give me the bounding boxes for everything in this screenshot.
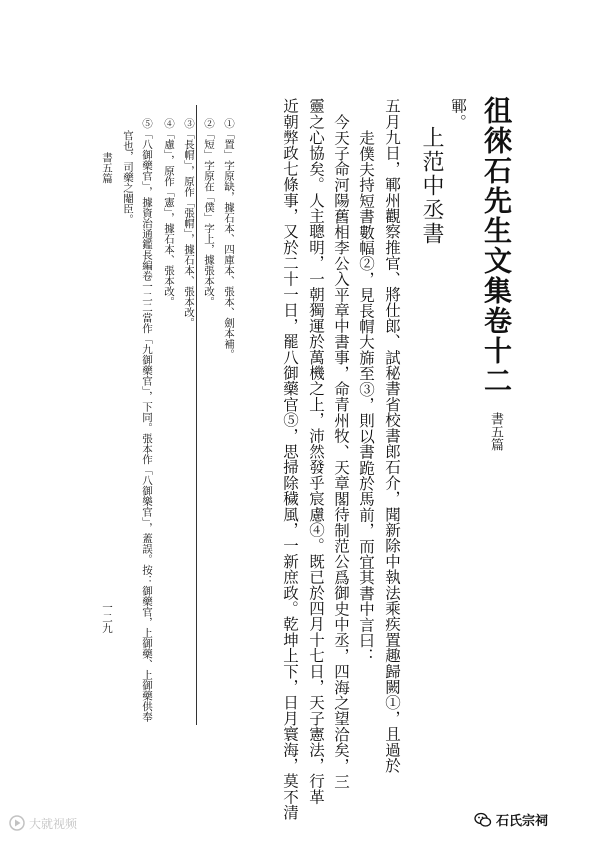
essay-title: 上范中丞書 [419, 126, 444, 246]
video-watermark-text: 大就视频 [29, 816, 78, 831]
footnote: ③「長㡌」，原作「張㡌」，據石本、張本改。 [183, 118, 195, 328]
volume-title: 徂徠石先生文集卷十二 [480, 96, 513, 396]
page-number: 一二九 [101, 602, 113, 634]
body-line: 今天子命河陽舊相李公入平章中書事，命青州牧、天章閣待制范公爲御史中丞，四海之望洽矣，三 [332, 114, 350, 790]
notes-divider [196, 105, 197, 725]
wechat-icon [474, 811, 492, 829]
footnote: ①「置」字原缺，據石本、四庫本、張本、劍本補。 [223, 118, 235, 360]
body-line: 走僕夫持短書數幅②，見長㡌大旆至③，則以書跪於馬前，而宜其書中言曰： [357, 130, 375, 664]
footnote: ④「慮」，原作「憲」，據石本、張本改。 [163, 118, 175, 307]
body-line: 五月九日，鄆州觀察推官、將仕郎、試秘書省校書郎石介，聞新除中執法乘疾置趣歸闕①，且過於 [383, 98, 401, 774]
video-logo-icon [8, 814, 26, 832]
footnote: ⑤「八御藥官」，據資治通鑑長編卷一二二當作「九御藥官」，下同。張本作「八御樂官」，蓋誤。按：御藥官，上御藥、上御藥供奉 [141, 118, 153, 722]
footnote: ②「短」字原在「僕」字上，據張本改。 [203, 118, 215, 307]
body-line: 靈之心協矣。人主聰明，一朝獨運於萬機之上，沛然發乎宸慮④。既已於四月十七日，天子憲法，行革 [307, 98, 325, 805]
video-watermark [8, 814, 77, 832]
wechat-watermark [474, 810, 548, 829]
section-mark: 書五篇 [101, 152, 113, 184]
body-line: 近朝弊政七條事，又於二十一日，罷八御藥官⑤，思掃除穢風，一新庶政。乾坤上下，日月寰海，莫不清 [281, 98, 299, 821]
body-line: 鄆。 [449, 98, 467, 130]
volume-subtitle: 書五篇 [488, 412, 503, 451]
wechat-watermark-text: 石氏宗祠 [496, 814, 549, 829]
footnote: 官也，司藥之閹臣。 [122, 130, 134, 225]
